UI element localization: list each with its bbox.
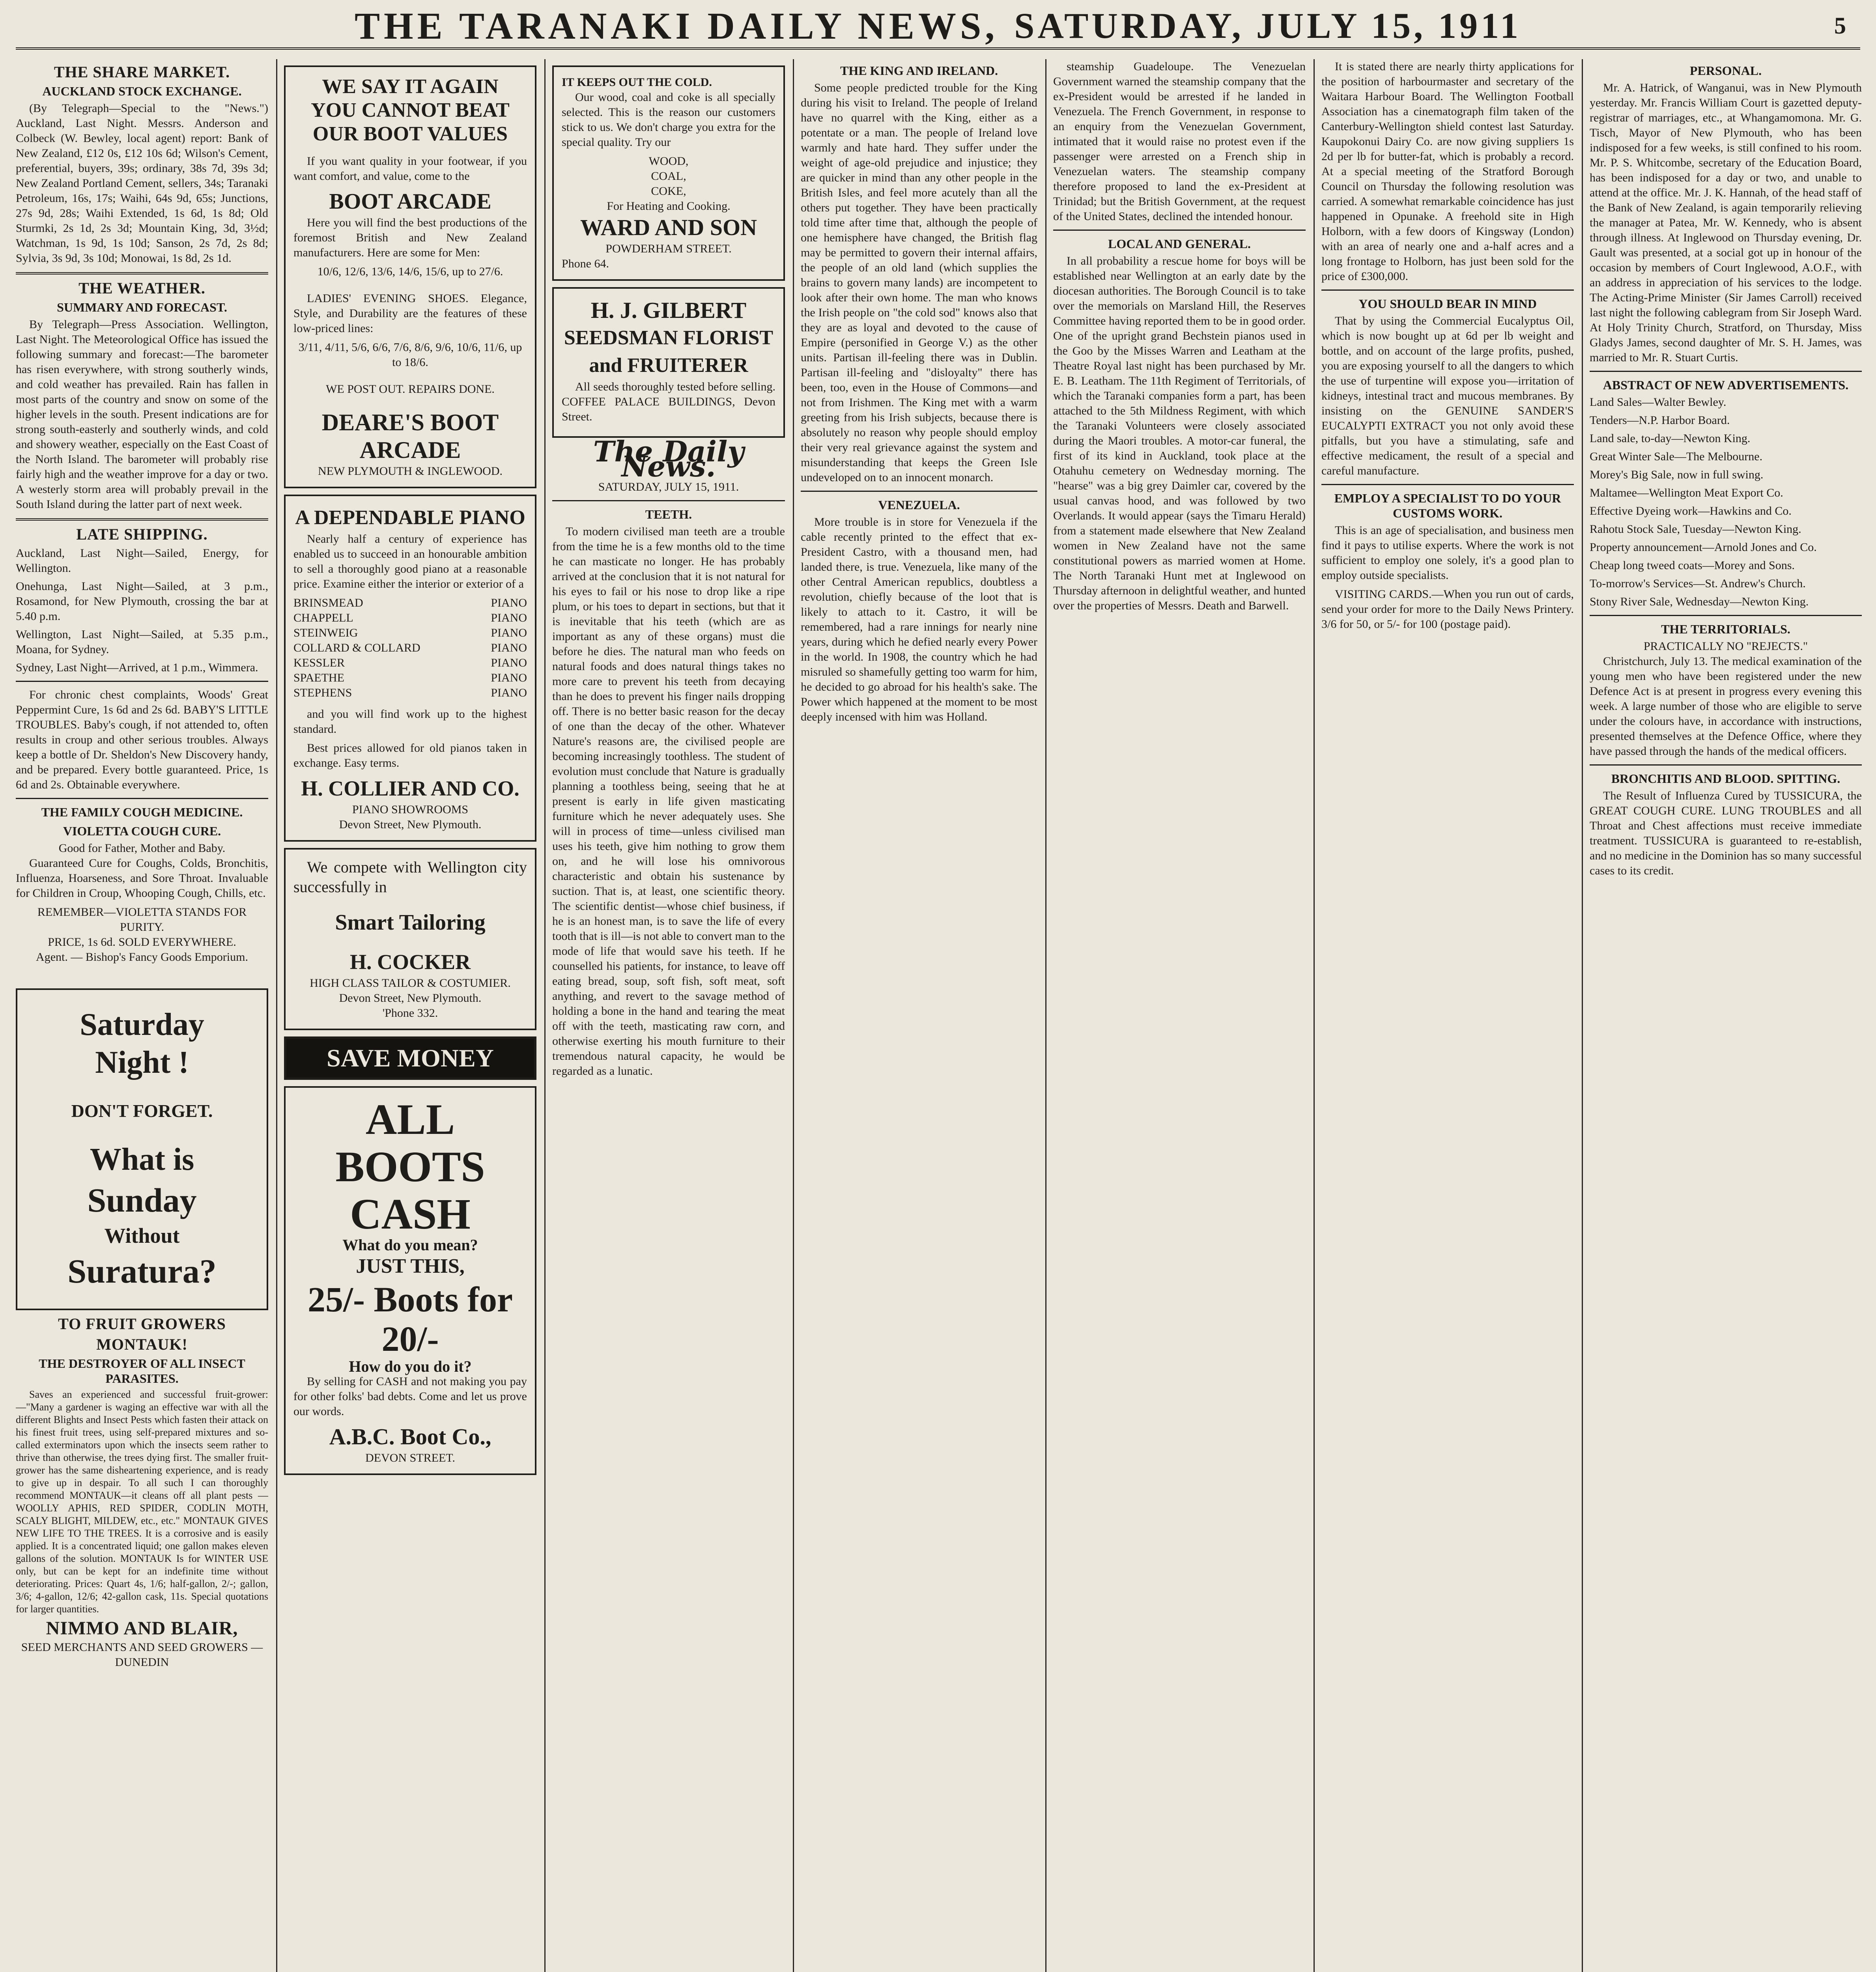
arcade-text: Here you will find the best productions of the foremost British and New Zealand manufacturers. Here are some for Men: [293, 216, 527, 259]
deares-title: DEARE'S BOOT ARCADE [321, 409, 499, 463]
say-text: If you want quality in your footwear, if you want comfort, and value, come to the [293, 155, 527, 183]
piano-row [293, 596, 527, 611]
ad-line: What is [90, 1142, 194, 1177]
column-4 [801, 59, 1037, 1972]
abstract-item: Land sale, to-day—Newton King. [1590, 432, 1751, 445]
divider [16, 518, 268, 521]
specialist-heading: YOU SHOULD BEAR IN MIND [1358, 297, 1537, 311]
column-rule [1582, 59, 1583, 1972]
divider [1321, 484, 1574, 485]
saturday-night-advert [16, 988, 268, 1310]
piano-brand: COLLARD & COLLARD [293, 641, 420, 654]
gilbert-name: H. J. GILBERT [590, 297, 747, 323]
piano-row [293, 641, 527, 655]
territorials-text: Christchurch, July 13. The medical examination of the young men who have been registered under the new Defence Act is at present in progress every evening this week. A large number of those who are eligible to serve under the colours have, in accordance with instructions, presented themselves at the Defence Office, where they have passed through the hands of the medical officers. [1590, 655, 1862, 758]
deares-subtitle: NEW PLYMOUTH & INGLEWOOD. [318, 465, 503, 478]
bronchitis-text: The Result of Influenza Cured by TUSSICURA, the GREAT COUGH CURE. LUNG TROUBLES and all Throat and Chest affections must receive immediate treatment. TUSSICURA is guaranteed to re-establish, and no medicine in the Dominion has so many successful cases to its credit. [1590, 789, 1862, 877]
abstract-item: Rahotu Stock Sale, Tuesday—Newton King. [1590, 523, 1801, 536]
abc-cash: CASH [350, 1190, 471, 1238]
nimmo-blair: NIMMO AND BLAIR, [46, 1618, 238, 1639]
share-market-heading: THE SHARE MARKET. [54, 63, 230, 81]
ward-for: For Heating and Cooking. [607, 200, 731, 213]
visiting-cards: VISITING CARDS.—When you run out of cards, send your order for more to the Daily News Printery. 3/6 for 50, or 5/- for 100 (postage paid). [1321, 588, 1574, 631]
column-rule [793, 59, 794, 1972]
weather-text: By Telegraph—Press Association. Wellington, Last Night. The Meteorological Office has issued the following summary and forecast:—The barometer has risen everywhere, with strong southerly winds, and cold weather has prevailed. Rain has fallen in most parts of the country and snow on some of the higher levels in the south. Present indications are for strong south-easterly and southerly winds, and cold and showery weather, especially on the East Coast of the North Island. The barometer will probably rise fairly high and the weather improve for a day or two. A westerly storm area will probably prevail in the South Island during the latter part of next week. [16, 318, 268, 511]
steamship-text: steamship Guadeloupe. The Venezuelan Government warned the steamship company that the ex-President would be arrested if he landed in Venezuela. The French Government, in response to an enquiry from the Venezuelan Government, intimated that it would raise no protest even if the passenger were arrested on a French ship in Venezuelan waters. The steamship company therefore proposed to land the ex-President at Trinidad; but the British Government, at the request of the United States, declined the intended honour. [1053, 60, 1306, 223]
masthead-title: THE TARANAKI DAILY NEWS, [354, 4, 999, 47]
piano-after: and you will find work up to the highest standard. [293, 708, 527, 736]
shipping-item: Auckland, Last Night—Sailed, Energy, for Wellington. [16, 547, 268, 575]
violetta-price: PRICE, 1s 6d. SOLD EVERYWHERE. [48, 936, 236, 949]
piano-label: PIANO [491, 626, 527, 639]
column-6 [1321, 59, 1574, 1972]
abc-just: JUST THIS, [356, 1255, 465, 1277]
gilbert-advert [552, 287, 785, 438]
venezuela-heading: VENEZUELA. [878, 498, 960, 512]
territorials-heading: THE TERRITORIALS. [1661, 622, 1790, 636]
divider [1053, 230, 1306, 231]
king-ireland-heading: THE KING AND IRELAND. [840, 63, 998, 78]
piano-row [293, 655, 527, 670]
say-heading: YOU CANNOT BEAT [311, 99, 510, 121]
shipping-item: Wellington, Last Night—Sailed, at 5.35 p.m., Moana, for Sydney. [16, 628, 268, 656]
cocker-smart: Smart Tailoring [335, 910, 486, 935]
collier-subtitle: PIANO SHOWROOMS [352, 803, 469, 816]
piano-row [293, 685, 527, 700]
column-2 [284, 59, 536, 1972]
king-ireland-text: Some people predicted trouble for the King during his visit to Ireland. The people of Ireland have no quarrel with the King, either as a potentate or a man. The people of Ireland love warmly and hate hard. They suffer under the weight of age-old prejudice and injustice; they are quicker in mind than any other people in the British Isles, and feel more acutely than all the others put together. They have been practically told time after time that, although the people of one hemisphere have changed, the British flag may be permitted to govern their internal affairs, the people of an old land (which supplies the brains to govern many lands) are incompetent to look after their own home. The man who knows the Irish people on "the cold sod" knows also that they are as loyal and devoted to the cause of Empire (personified in George V.) as the other units. Partisan ill-feeling there was in Dublin. Partisan ill-feeling and "disloyalty" there has been, too, even in the House of Commons—and not from Irishmen. The King met with a warm greeting from his Irish subjects, because there is absolutely no reason why people should employ their very real grievance against the system and misunderstanding that keeps the Green Isle undeveloped on to an innocent monarch. [801, 81, 1037, 484]
ward-item: COAL, [651, 170, 686, 183]
column-3 [552, 59, 785, 1972]
piano-brand: STEPHENS [293, 686, 352, 699]
keeps-out-cold: IT KEEPS OUT THE COLD. [562, 76, 712, 89]
piano-label: PIANO [491, 596, 527, 609]
employ-text: This is an age of specialisation, and business men find it pays to utilise experts. Where the work is not sufficient to employ one solely, it's a good plan to employ outside specialists. [1321, 524, 1574, 582]
abstract-item: Effective Dyeing work—Hawkins and Co. [1590, 504, 1792, 517]
abstract-item: Cheap long tweed coats—Morey and Sons. [1590, 559, 1795, 572]
piano-heading: A DEPENDABLE PIANO [295, 506, 525, 529]
piano-list [293, 596, 527, 700]
piano-label: PIANO [491, 641, 527, 654]
ad-line: Sunday [87, 1181, 197, 1219]
column-rule [1314, 59, 1315, 1972]
shipping-item: Sydney, Last Night—Arrived, at 1 p.m., Wimmera. [16, 661, 258, 674]
daily-news-title: The Daily News. [593, 435, 744, 483]
montauk-text: Saves an experienced and successful fruit-grower:—"Many a gardener is waging an effective war with all the different Blights and Insect Pests which fasten their attack on his finest fruit trees, using self-prepared mixtures and so-called exterminators upon which the insects seem rather to thrive than otherwise, the trees dying first. The smaller fruit-grower has the same disheartening experience, and is ready to give up in despair. To all such I can thoroughly recommend MONTAUK—it cleans off all plant pests —WOOLLY APHIS, RED SPIDER, CODLIN MOTH, SCALY BLIGHT, MILDEW, etc., etc." MONTAUK GIVES NEW LIFE TO THE TREES. It is a corrosive and is easily applied. It is a concentrated liquid; one gallon makes eleven gallons of the solution. MONTAUK Is for WINTER USE only, but can be kept for an indefinite time without deteriorating. Prices: Quart 4s, 1/6; half-gallon, 2/-; gallon, 3/6; 4-gallon, 12/6; 42-gallon cask, 11s. Special quotations for larger quantities. [16, 1389, 268, 1615]
specialist-text: That by using the Commercial Eucalyptus Oil, which is now bought up at 6d per lb weight and bottle, and on account of the large profits, pushed, you are exposing yourself to all the dangers to which the use of turpentine will expose you—irritation of kidneys, intestinal tract and mucous membranes. By insisting on the GENUINE SANDER'S EUCALYPTI EXTRACT you not only avoid these pitfalls, but you have a stimulating, safe and effective medicament, the result of a special and careful manufacture. [1321, 314, 1574, 477]
piano-row [293, 626, 527, 641]
piano-label: PIANO [491, 686, 527, 699]
men-prices: 10/6, 12/6, 13/6, 14/6, 15/6, up to 27/6. [317, 265, 503, 278]
personal-text: Mr. A. Hatrick, of Wanganui, was in New Plymouth yesterday. Mr. Francis William Court is gazetted deputy-registrar of marriages, etc., at Whangamomona. Mr. G. Tisch, Mayor of New Plymouth, who has been indisposed for a few weeks, is still confined to his room. Mr. P. S. Whitcombe, secretary of the Education Board, has been indisposed for a day or two, and unable to attend at the office. Mr. J. K. Hannah, of the head staff of the Bank of New Zealand, is again temporarily relieving the manager at Patea, Mr. W. Kennedy, who is absent through illness. At Inglewood on Thursday evening, Dr. Gault was presented, at a social got up in honour of the occasion by members of Court Inglewood, A.O.F., with an address in appreciation of his services to the lodge. The Acting-Prime Minister (Sir James Carroll) received last night the following cablegram from Sir Joseph Ward. At Holy Trinity Church, Stratford, on Thursday, Miss Gladys James, second daughter of Mr. S. H. James, was married to Mr. R. Stuart Curtis. [1590, 81, 1862, 364]
ad-line: Saturday [80, 1007, 204, 1042]
column-5 [1053, 59, 1306, 1972]
ward-address: POWDERHAM STREET. [605, 242, 732, 255]
boot-arcade-title: BOOT ARCADE [329, 189, 491, 214]
page-number: 5 [1834, 12, 1848, 39]
piano-label: PIANO [491, 611, 527, 624]
abstract-item: Maltamee—Wellington Meat Export Co. [1590, 486, 1783, 499]
shipping-heading: LATE SHIPPING. [76, 525, 208, 543]
nimmo-subtitle: SEED MERCHANTS AND SEED GROWERS — DUNEDIN [21, 1641, 263, 1669]
ward-advert [552, 65, 785, 281]
column-rule [544, 59, 546, 1972]
gilbert-text: All seeds thoroughly tested before selling. COFFEE PALACE BUILDINGS, Devon Street. [562, 380, 775, 423]
gilbert-subtitle: SEEDSMAN FLORIST and FRUITERER [564, 327, 774, 377]
abstract-item: Morey's Big Sale, now in full swing. [1590, 468, 1764, 481]
ad-line: DON'T FORGET. [71, 1101, 213, 1121]
violetta-heading: VIOLETTA COUGH CURE. [63, 824, 221, 838]
abstract-item: Great Winter Sale—The Melbourne. [1590, 450, 1763, 463]
venezuela-text: More trouble is in store for Venezuela if the cable recently printed to the effect that ex-President Castro, with a thousand men, had landed there, is true. Venezuela, like many of the other Central American republics, doubtless a revolution, chiefly because of the loot that is likely to attach to it. Castro, it will be remembered, had a rare innings for nearly nine years, during which he defied nearly every Power in the world. In 1908, the country which he had misruled so shamefully getting too warm for him, he decided to go abroad for his health's sake. The Power which happened at the moment to be most deeply incensed with him was Holland. [801, 515, 1037, 723]
abc-what: What do you mean? [342, 1236, 478, 1254]
local-general-text: In all probability a rescue home for boys will be established near Wellington at an early date by the diocesan authorities. The Borough Council is to take over the memorials on Marsland Hill, the Reserves Committee having reported them to be in good order. One of the upright grand Bechstein pianos used in the Goo by the Misses Warren and Leatham at the Theatre Royal last night has been purchased by Mr. E. B. Leatham. The 11th Regiment of Territorials, of which the Taranaki companies form a part, has been attached to the 5th Mildness Regiment, with which the Taranaki Volunteers were closely associated during the Maori troubles. A motor-car funeral, the first of its kind in Auckland, took place at the Otahuhu cemetery on Wednesday morning. The "hearse" was a big grey Daimler car, covered by the usual canvas hood, and was followed by two Overlands. It would appear (says the Timaru Herald) from a statement made elsewhere that New Zealand women in New Zealand have not the same constitutional powers as married women at Home. The North Taranaki Hunt met at Inglewood on Thursday afternoon in delightful weather, and hunted over the properties of Messrs. Death and Barwell. [1053, 254, 1306, 612]
divider [1321, 289, 1574, 291]
rejects-subheading: PRACTICALLY NO "REJECTS." [1643, 640, 1808, 653]
masthead-date: SATURDAY, JULY 15, 1911 [1014, 6, 1522, 46]
ad-line: Without [104, 1224, 180, 1247]
ward-phone: Phone 64. [562, 257, 609, 270]
ward-item: WOOD, [648, 155, 689, 168]
column-6-text: It is stated there are nearly thirty applications for the position of harbourmaster and secretary of the Waitara Harbour Board. The Wellington Football Association has a cinematograph film taken of the Canterbury-Wellington shield contest last Saturday. Kaupokonui Dairy Co. are now giving suppliers 1s 2d per lb for butter-fat, which is probably a record. At a special meeting of the Stratford Borough Council on Thursday the following resolution was carried. A somewhat remarkable coincidence has just happened in Opunake. A freehold site in High Holborn, with a few doors of Kingsway (London) with an area of nearly one and a-half acres and a long frontage to Holborn, has just been sold for the price of £300,000. [1321, 60, 1574, 283]
violetta-text: Guaranteed Cure for Coughs, Colds, Bronchitis, Influenza, Hoarseness, and Sore Throat. Invaluable for Children in Croup, Whooping Cough, Chills, etc. [16, 857, 268, 900]
abstract-item: Stony River Sale, Wednesday—Newton King. [1590, 595, 1809, 608]
abc-boots: BOOTS [335, 1143, 485, 1191]
say-heading: OUR BOOT VALUES [312, 123, 508, 145]
save-money-banner: SAVE MONEY [284, 1036, 536, 1080]
abstract-item: To-morrow's Services—St. Andrew's Church. [1590, 577, 1806, 590]
ward-item: COKE, [651, 185, 686, 198]
stock-exchange-subheading: AUCKLAND STOCK EXCHANGE. [42, 84, 242, 98]
teeth-text: To modern civilised man teeth are a trouble from the time he is a few months old to the time he can masticate no longer. He has probably arrived at the conclusion that it is not natural for his eyes to fail or his nose to drop like a ripe plum, or his toes to depart in sections, but that it is inevitable that his teeth (which are as important as any of these organs) must die before he dies. The natural man who feeds on natural foods and does natural things takes no more care to prevent his teeth from decaying than he does to prevent his finger nails dropping off. There is no better basic reason for the decay of one than the decay of the other. Whatever Nature's reasons are, the civilised people are becoming increasingly toothless. The student of evolution must conclude that Nature is gradually planning a toothless being, seeing that he at present is early in life given masticating furniture which he never adequately uses. She will in process of time—unless civilised man uses his teeth, give him nothing to grow them on, and he will lose his omnivorous characteristic and obtain his sustenance by suction. That is, at least, one scientific theory. The scientific dentist—whose chief business, if he is an honest man, is to save the life of every tooth that is ill—is not able to convert man to the mode of life that would save his teeth. If he counselled his patients, for instance, to leave off eating bread, soup, soft fish, soft meat, soft anything, and revert to the savage method of holding a bone in the hand and tearing the meat off with the teeth, masticating raw corn, and otherwise exerting his mouth furniture to their tremendous natural capacity, he would be regarded as a lunatic. [552, 525, 785, 1078]
piano-brand: KESSLER [293, 656, 345, 669]
piano-best: Best prices allowed for old pianos taken in exchange. Easy terms. [293, 741, 527, 769]
shipping-item: Onehunga, Last Night—Sailed, at 3 p.m., Rosamond, for New Plymouth, crossing the bar at 5.40 p.m. [16, 580, 268, 623]
cocker-phone: 'Phone 332. [382, 1007, 438, 1020]
employ-heading: EMPLOY A SPECIALIST TO DO YOUR CUSTOMS WORK. [1334, 491, 1561, 520]
montauk-subheading: THE DESTROYER OF ALL INSECT PARASITES. [39, 1356, 245, 1386]
piano-brand: BRINSMEAD [293, 596, 363, 609]
abc-how: How do you do it? [349, 1358, 472, 1375]
family-cough-heading: THE FAMILY COUGH MEDICINE. [41, 805, 243, 819]
personal-heading: PERSONAL. [1689, 63, 1762, 78]
ad-line: Night ! [95, 1045, 189, 1080]
fruit-growers-heading: TO FRUIT GROWERS [58, 1315, 226, 1333]
weather-heading: THE WEATHER. [78, 279, 206, 297]
daily-news-date: SATURDAY, JULY 15, 1911. [598, 480, 739, 493]
divider [1590, 371, 1862, 372]
ward-text: Our wood, coal and coke is all specially selected. This is the reason our customers stick to us. We don't charge you extra for the special quality. Try our [562, 91, 775, 149]
piano-row [293, 670, 527, 685]
montauk-heading: MONTAUK! [96, 1335, 188, 1353]
cough-advert-text: For chronic chest complaints, Woods' Great Peppermint Cure, 1s 6d and 2s 6d. BABY'S LITTLE TROUBLES. Baby's cough, if not attended to, often results in croup and other serious troubles. Always keep a bottle of Dr. Sheldon's New Discovery handy, and be prepared. Every bottle guaranteed. Price, 1s 6d and 2s. Obtainable everywhere. [16, 688, 268, 791]
column-7 [1590, 59, 1862, 1972]
abc-all: ALL [365, 1095, 455, 1143]
violetta-tagline: Good for Father, Mother and Baby. [58, 842, 226, 855]
abc-text: By selling for CASH and not making you pay for other folks' bad debts. Come and let us prove our words. [293, 1375, 527, 1418]
abstract-item: Land Sales—Walter Bewley. [1590, 396, 1727, 409]
collier-address: Devon Street, New Plymouth. [339, 818, 482, 831]
piano-advert [284, 495, 536, 842]
post-out: WE POST OUT. REPAIRS DONE. [326, 383, 495, 396]
column-1 [16, 59, 268, 1972]
violetta-remember: REMEMBER—VIOLETTA STANDS FOR PURITY. [37, 906, 247, 934]
cocker-subtitle: HIGH CLASS TAILOR & COSTUMIER. [310, 977, 511, 990]
piano-label: PIANO [491, 671, 527, 684]
divider [16, 798, 268, 799]
share-market-text: (By Telegraph—Special to the "News.") Auckland, Last Night. Messrs. Anderson and Colbeck (W. Bewley, local agent) report: Bank of New Zealand, £12 0s, £12 10s 6d; Wilson's Cement, preferential, buyers, 39s; ordinary, 38s 7d, 39s 3d; New Zealand Portland Cement, sellers, 34s; Taranaki Petroleum, 16s, 17s; Waihi, 64s 9d, 65s; Junctions, 27s 9d, 28s; Waihi Extended, 1s 6d, 1s 8d; Old Sturmki, 2s 1d, 2s 3d; Mountain King, 3d, 3½d; Watchman, 1s 9d, 1s 10d; Sanson, 2s 7d, 2s 8d; Sylvia, 3s 9d, 3s 10d; Monowai, 1s 8d, 2s 1d. [16, 102, 268, 265]
piano-brand: CHAPPELL [293, 611, 353, 624]
divider [552, 500, 785, 501]
divider [1590, 764, 1862, 766]
ward-name: WARD AND SON [580, 215, 757, 240]
weather-subheading: SUMMARY AND FORECAST. [57, 300, 227, 314]
masthead [16, 4, 1860, 50]
ladies-text: LADIES' EVENING SHOES. Elegance, Style, and Durability are the features of these low-priced lines: [293, 292, 527, 335]
abstract-item: Tenders—N.P. Harbor Board. [1590, 414, 1730, 427]
divider [801, 491, 1037, 492]
cocker-name: H. COCKER [349, 950, 471, 974]
divider [1590, 615, 1862, 616]
column-rule [276, 59, 277, 1972]
divider [16, 681, 268, 682]
cocker-address: Devon Street, New Plymouth. [339, 992, 482, 1005]
piano-text: Nearly half a century of experience has enabled us to succeed in an honourable ambition to sell a thoroughly good piano at a reasonable price. Examine either the interior or exterior of a [293, 532, 527, 590]
bronchitis-heading: BRONCHITIS AND BLOOD. SPITTING. [1611, 771, 1840, 786]
piano-label: PIANO [491, 656, 527, 669]
say-heading: WE SAY IT AGAIN [322, 75, 499, 98]
abc-address: DEVON STREET. [365, 1451, 455, 1464]
piano-brand: STEINWEIG [293, 626, 358, 639]
teeth-heading: TEETH. [645, 507, 692, 521]
ladies-prices: 3/11, 4/11, 5/6, 6/6, 7/6, 8/6, 9/6, 10/6, 11/6, up to 18/6. [298, 341, 522, 369]
abstract-item: Property announcement—Arnold Jones and Co. [1590, 541, 1817, 554]
local-general-heading: LOCAL AND GENERAL. [1108, 237, 1251, 251]
collier-title: H. COLLIER AND CO. [301, 777, 519, 800]
piano-row [293, 611, 527, 626]
piano-brand: SPAETHE [293, 671, 344, 684]
cocker-intro: We compete with Wellington city successfully in [293, 858, 527, 896]
ad-line: Suratura? [67, 1252, 217, 1290]
cocker-advert [284, 848, 536, 1030]
violetta-agent: Agent. — Bishop's Fancy Goods Emporium. [36, 951, 248, 964]
abstract-heading: ABSTRACT OF NEW ADVERTISEMENTS. [1603, 378, 1849, 392]
divider [16, 272, 268, 275]
boot-arcade-advert [284, 65, 536, 488]
abc-boot-advert [284, 1086, 536, 1475]
abc-price: 25/- Boots for 20/- [308, 1280, 513, 1359]
column-rule [1045, 59, 1046, 1972]
abc-name: A.B.C. Boot Co., [329, 1424, 491, 1449]
